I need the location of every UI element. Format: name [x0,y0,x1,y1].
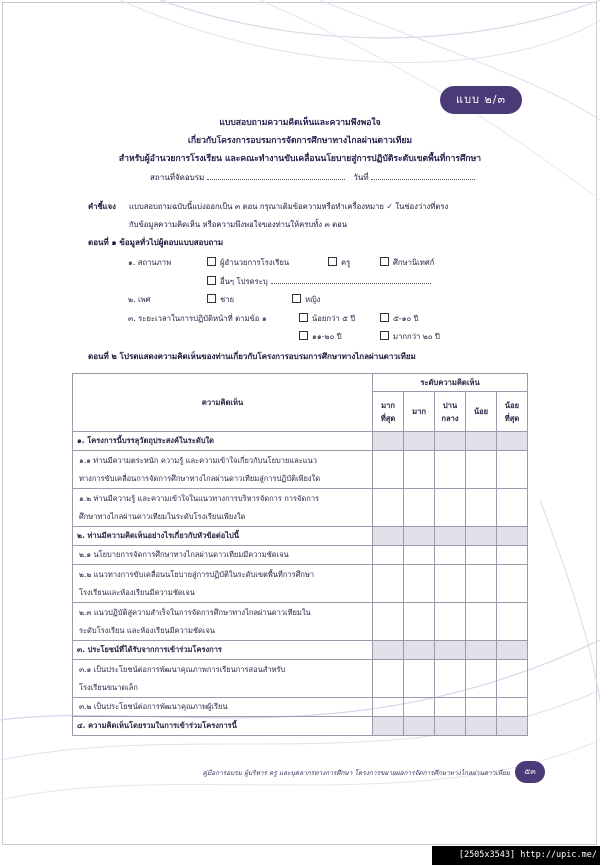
option-label: อื่นๆ โปรดระบุ [220,277,268,286]
part-1-heading: ตอนที่ ๑ ข้อมูลทั่วไปผู้ตอบแบบสอบถาม [88,238,224,247]
q2-option-male[interactable] [207,294,234,306]
rating-cell[interactable] [497,546,528,565]
date-field[interactable] [371,171,475,180]
rating-cell[interactable] [497,451,528,489]
option-label: ผู้อำนวยการโรงเรียน [220,258,290,267]
checkbox[interactable] [380,331,389,340]
rating-cell[interactable] [466,660,497,698]
rating-cell[interactable] [466,489,497,527]
rating-cell[interactable] [373,660,404,698]
row-text: ๑.๒ ท่านมีความรู้ และความเข้าใจในแนวทางการบริหารจัดการ การจัดการ ศึกษาทางไกลผ่านดาวเทียมในระดับโรงเรียนเพียงใด [73,489,373,527]
rating-cell[interactable] [435,451,466,489]
rating-cell[interactable] [497,603,528,641]
table-row [73,489,528,527]
form-number-badge: แบบ ๒/๓ [440,86,522,114]
q3-option-11-20[interactable] [299,331,342,343]
rating-cell[interactable] [404,489,435,527]
rating-cell [404,432,435,451]
row-text: ๑.๑ ท่านมีความตระหนัก ความรู้ และความเข้าใจเกี่ยวกับนโยบายและแนว ทางการขับเคลื่อนการจัดการศึกษาทางไกลผ่านดาวเทียมสู่การปฏิบัติเพียงใด [73,451,373,489]
rating-cell[interactable] [404,698,435,717]
q3-option-gt20[interactable] [380,331,440,343]
rating-cell[interactable] [404,451,435,489]
rating-cell[interactable] [466,451,497,489]
watermark: [2505x3543] http://upic.me/ [432,846,600,865]
table-row [73,603,528,641]
rating-cell [435,432,466,451]
rating-cell[interactable] [435,565,466,603]
instructions-text-a: แบบสอบถามฉบับนี้แบ่งออกเป็น ๓ ตอน กรุณาเติมข้อความหรือทำเครื่องหมาย [129,202,384,211]
rating-cell[interactable] [404,660,435,698]
rating-cell [373,527,404,546]
q1-label: ๑. สถานภาพ [128,258,172,267]
other-specify-field[interactable] [271,275,431,284]
instructions-label: คำชี้แจง [88,202,116,211]
instructions-text-b: ในช่องว่างที่ตรง [395,202,449,211]
rating-cell[interactable] [497,698,528,717]
q1-option-teacher[interactable] [328,257,350,269]
rating-cell[interactable] [373,546,404,565]
rating-cell[interactable] [435,698,466,717]
rating-cell [435,527,466,546]
venue-field[interactable] [207,171,345,180]
rating-cell[interactable] [404,546,435,565]
row-text: ๔. ความคิดเห็นโดยรวมในการเข้าร่วมโครงการนี้ [73,717,373,736]
title-line-2: เกี่ยวกับโครงการอบรมการจัดการศึกษาทางไกลผ่านดาวเทียม [187,136,413,146]
table-category-row [73,432,528,451]
rating-cell[interactable] [435,546,466,565]
rating-cell[interactable] [466,603,497,641]
checkbox[interactable] [207,294,216,303]
rating-cell[interactable] [373,603,404,641]
form-title [0,114,600,168]
checkbox[interactable] [299,331,308,340]
title-line-1: แบบสอบถามความคิดเห็นและความพึงพอใจ [219,118,381,128]
table-row [73,698,528,717]
date-label: วันที่ [353,173,369,182]
table-row [73,565,528,603]
rating-cell[interactable] [466,698,497,717]
q1-option-supervisor[interactable] [380,257,434,269]
rating-cell[interactable] [466,565,497,603]
rating-cell[interactable] [404,603,435,641]
rating-cell[interactable] [497,660,528,698]
option-label: ๕-๑๐ ปี [393,314,419,323]
row-text: ๓.๑ เป็นประโยชน์ต่อการพัฒนาคุณภาพการเรียนการสอนสำหรับ โรงเรียนขนาดเล็ก [73,660,373,698]
rating-cell [404,641,435,660]
rating-cell [466,641,497,660]
scale-header-2: ปาน กลาง [435,392,466,432]
option-label: ๑๑-๒๐ ปี [312,332,342,341]
checkbox[interactable] [207,276,216,285]
footer-text: คู่มือการอบรม ผู้บริหาร ครู และบุคลากรทางการศึกษา โครงการขยายผลการจัดการศึกษาทางไกลผ่านดาวเทียม [202,769,510,777]
instructions-line-1 [129,198,448,216]
table-row [73,660,528,698]
row-text: ๒.๓ แนวปฏิบัติสู่ความสำเร็จในการจัดการศึกษาทางไกลผ่านดาวเทียมใน ระดับโรงเรียน และห้องเรียนมีความชัดเจน [73,603,373,641]
table-category-row [73,527,528,546]
q3-label: ๓. ระยะเวลาในการปฏิบัติหน้าที่ ตามข้อ ๑ [128,314,267,323]
rating-cell[interactable] [373,489,404,527]
scale-header-3: น้อย [466,392,497,432]
rating-cell[interactable] [373,565,404,603]
rating-cell [466,432,497,451]
rating-cell [373,432,404,451]
rating-cell [435,641,466,660]
check-mark-icon: ✓ [386,202,393,211]
part-2-heading: ตอนที่ ๒ โปรดแสดงความคิดเห็นของท่านเกี่ยวกับโครงการอบรมการศึกษาทางไกลผ่านดาวเทียม [88,352,416,361]
rating-cell[interactable] [466,546,497,565]
rating-cell [404,527,435,546]
rating-cell[interactable] [404,565,435,603]
rating-cell [466,717,497,736]
table-category-row [73,717,528,736]
page-number: ๕๓ [515,761,545,783]
option-label: ศึกษานิเทศก์ [393,258,435,267]
checkbox[interactable] [380,313,389,322]
option-label: มากกว่า ๒๐ ปี [393,332,440,341]
q1-option-director[interactable] [207,257,289,269]
q2-label: ๒. เพศ [128,295,151,304]
checkbox[interactable] [328,257,337,266]
instructions-line-2: กับข้อมูลความคิดเห็น หรือความพึงพอใจของท่านให้ครบทั้ง ๓ ตอน [129,220,348,229]
q1-option-other[interactable] [207,275,431,288]
header-level: ระดับความคิดเห็น [373,374,528,392]
venue-date-row [150,171,475,184]
option-label: ครู [341,258,351,267]
option-label: น้อยกว่า ๕ ปี [312,314,356,323]
title-line-3: สำหรับผู้อำนวยการโรงเรียน และคณะทำงานขับเคลื่อนนโยบายสู่การปฏิบัติระดับเขตพื้นที่การศึกษา [118,154,482,164]
row-text: ๒.๑ นโยบายการจัดการศึกษาทางไกลผ่านดาวเทียมมีความชัดเจน [73,546,373,565]
rating-cell [466,527,497,546]
table-row [73,546,528,565]
checkbox[interactable] [380,257,389,266]
rating-cell [497,432,528,451]
scale-header-1: มาก [404,392,435,432]
opinion-table [72,373,528,736]
rating-cell[interactable] [497,565,528,603]
rating-cell [497,717,528,736]
rating-cell[interactable] [373,698,404,717]
scale-header-4: น้อย ที่สุด [497,392,528,432]
rating-cell[interactable] [435,660,466,698]
row-text: ๒. ท่านมีความคิดเห็นอย่างไรเกี่ยวกับหัวข้อต่อไปนี้ [73,527,373,546]
checkbox[interactable] [292,294,301,303]
table-category-row [73,641,528,660]
rating-cell [497,527,528,546]
rating-cell[interactable] [435,489,466,527]
venue-label: สถานที่จัดอบรม [150,173,205,182]
checkbox[interactable] [207,257,216,266]
header-opinion: ความคิดเห็น [73,374,373,432]
rating-cell [435,717,466,736]
checkbox[interactable] [299,313,308,322]
row-text: ๓. ประโยชน์ที่ได้รับจากการเข้าร่วมโครงการ [73,641,373,660]
row-text: ๑. โครงการนี้บรรลุวัตถุประสงค์ในระดับใด [73,432,373,451]
rating-cell [373,717,404,736]
rating-cell[interactable] [373,451,404,489]
q3-option-lt5[interactable] [299,313,355,325]
row-text: ๓.๒ เป็นประโยชน์ต่อการพัฒนาคุณภาพผู้เรียน [73,698,373,717]
rating-cell[interactable] [435,603,466,641]
table-row [73,451,528,489]
option-label: หญิง [305,295,321,304]
rating-cell [497,641,528,660]
q3-option-5-10[interactable] [380,313,419,325]
rating-cell [404,717,435,736]
q2-option-female[interactable] [292,294,320,306]
rating-cell[interactable] [497,489,528,527]
scale-header-0: มาก ที่สุด [373,392,404,432]
row-text: ๒.๒ แนวทางการขับเคลื่อนนโยบายสู่การปฏิบัติในระดับเขตพื้นที่การศึกษา โรงเรียนและห้องเรียนมีความชัดเจน [73,565,373,603]
rating-cell [373,641,404,660]
option-label: ชาย [220,295,235,304]
